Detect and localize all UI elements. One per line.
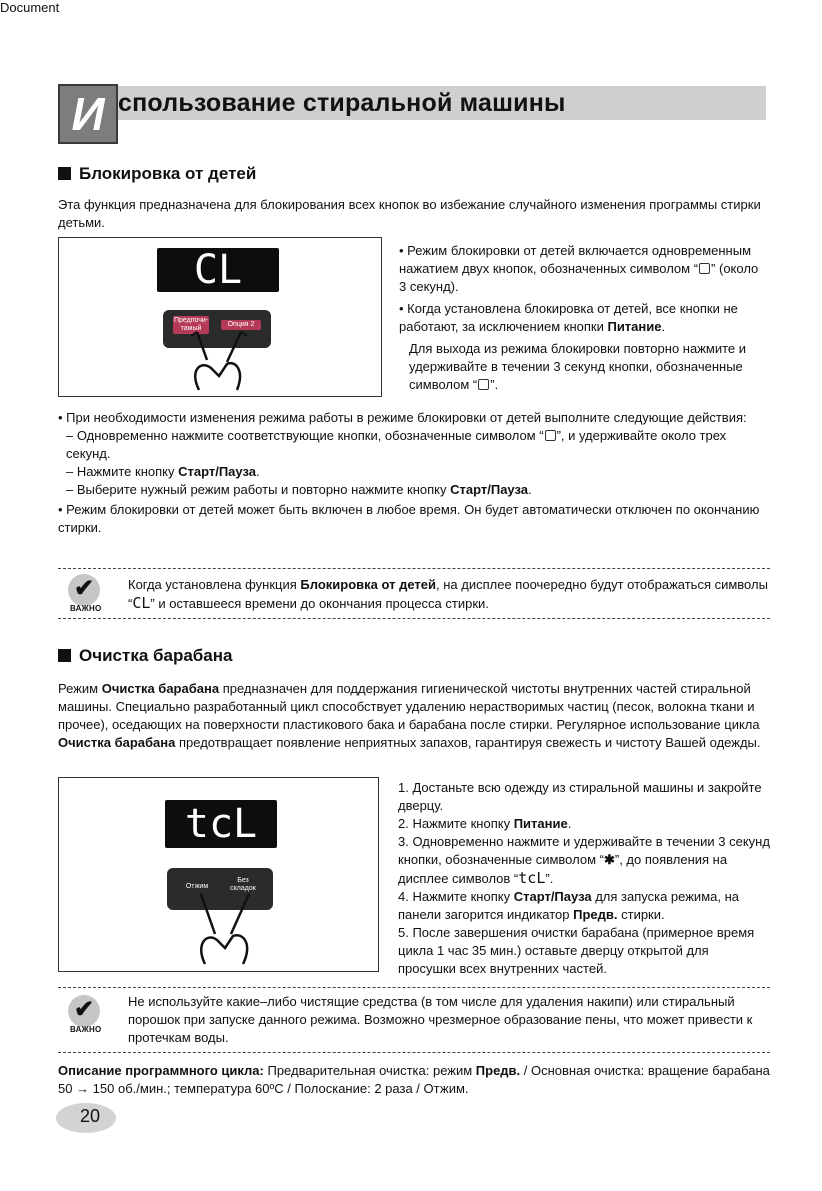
divider: [58, 1052, 770, 1053]
important-label: ВАЖНО: [70, 604, 102, 613]
drum-illustration: [58, 777, 379, 972]
drum-steps: 1. Достаньте всю одежду из стиральной машины и закройте дверцу. 2. Нажмите кнопку Питание. 3. Одновременно нажмите и удерживайте в течении 3 секунд кнопки, обозначенные символом “✱”, до появления на дисплее символов “tcL”. 4. Нажмите кнопку Старт/Пауза для запуска режима, на панели загорится индикатор Предв. стирки. 5. После завершения очистки барабана (примерное время цикла 1 час 35 мин.) оставьте дверцу открытой для просушки всех внутренних частей.: [398, 780, 770, 976]
page-number: 20: [80, 1106, 101, 1126]
button-label: Отжим: [185, 883, 209, 890]
section-title-drum: Очистка барабана: [58, 645, 232, 667]
button-label: Опция 2: [221, 320, 261, 330]
lock-symbol-icon: [478, 379, 489, 390]
lock-symbol-icon: [699, 263, 710, 274]
childlock-intro: Эта функция предназначена для блокирования всех кнопок во избежание случайного изменения программы стирки детьми.: [58, 197, 761, 230]
lock-symbol-icon: [545, 430, 556, 441]
header-initial-letter: И: [58, 84, 118, 144]
divider: [58, 568, 770, 569]
important-label: ВАЖНО: [70, 1025, 102, 1034]
lcd-display: CL: [157, 248, 279, 292]
button-label: Без складок: [230, 877, 256, 892]
drum-note: Не используйте какие–либо чистящие средства (в том числе для удаления накипи) или стиральный порошок при запуске данного режима. Возможно чрезмерное образование пены, что может привести к протечкам воды.: [128, 994, 753, 1045]
button-label: Предпочи-тамый: [174, 317, 209, 332]
childlock-steps: • При необходимости изменения режима работы в режиме блокировки от детей выполните следующие действия: – Одновременно нажмите соответствующие кнопки, обозначенные символом “ ”, и удерживайте около трех секунд. – Нажмите кнопку Старт/Пауза. – Выберите нужный режим работы и повторно нажмите кнопку Старт/Пауза. • Режим блокировки от детей может быть включен в любое время. Он будет автоматически отключен по окончанию стирки.: [58, 410, 760, 535]
square-bullet-icon: [58, 649, 71, 662]
drum-intro: Режим Очистка барабана предназначен для поддержания гигиенической чистоты внутренних частей стиральной машины. Специально разработанный цикл способствует удалению нерастворимых частиц (песок, волокна ткани и прочее), оседающих на поверхности пластикового бака и барабана после стирки. Регулярное использование цикла Очистка барабана предотвращает появление неприятных запахов, гарантируя свежесть и чистоту Вашей одежды.: [58, 681, 761, 750]
divider: [58, 987, 770, 988]
checkmark-icon: ✔: [68, 995, 100, 1027]
square-bullet-icon: [58, 167, 71, 180]
childlock-note: Когда установлена функция Блокировка от детей, на дисплее поочередно будут отображаться символы “CL” и оставшееся времени до окончания процесса стирки.: [128, 577, 768, 612]
cycle-description: Описание программного цикла: Предварительная очистка: режим Предв. / Основная очистка: вращение барабана 50 → 150 об./мин.; температура 60ºC / Полоскание: 2 раза / Отжим.: [58, 1063, 770, 1096]
hand-pressing-icon: [185, 890, 265, 966]
hand-pressing-icon: [179, 330, 259, 392]
divider: [58, 618, 770, 619]
childlock-right-text: • Режим блокировки от детей включается одновременным нажатием двух кнопок, обозначенных символом “ ” (около 3 секунд). • Когда установлена блокировка от детей, все кнопки не работают, за исключением кнопки Питание. Для выхода из режима блокировки повторно нажмите и удерживайте в течении 3 секунд кнопки, обозначенные символом “ ”.: [399, 243, 759, 392]
lcd-display: tcL: [165, 800, 277, 848]
page-title: спользование стиральной машины: [118, 89, 566, 117]
childlock-illustration: [58, 237, 382, 397]
section-title-childlock: Блокировка от детей: [58, 163, 256, 185]
checkmark-icon: ✔: [68, 574, 100, 606]
